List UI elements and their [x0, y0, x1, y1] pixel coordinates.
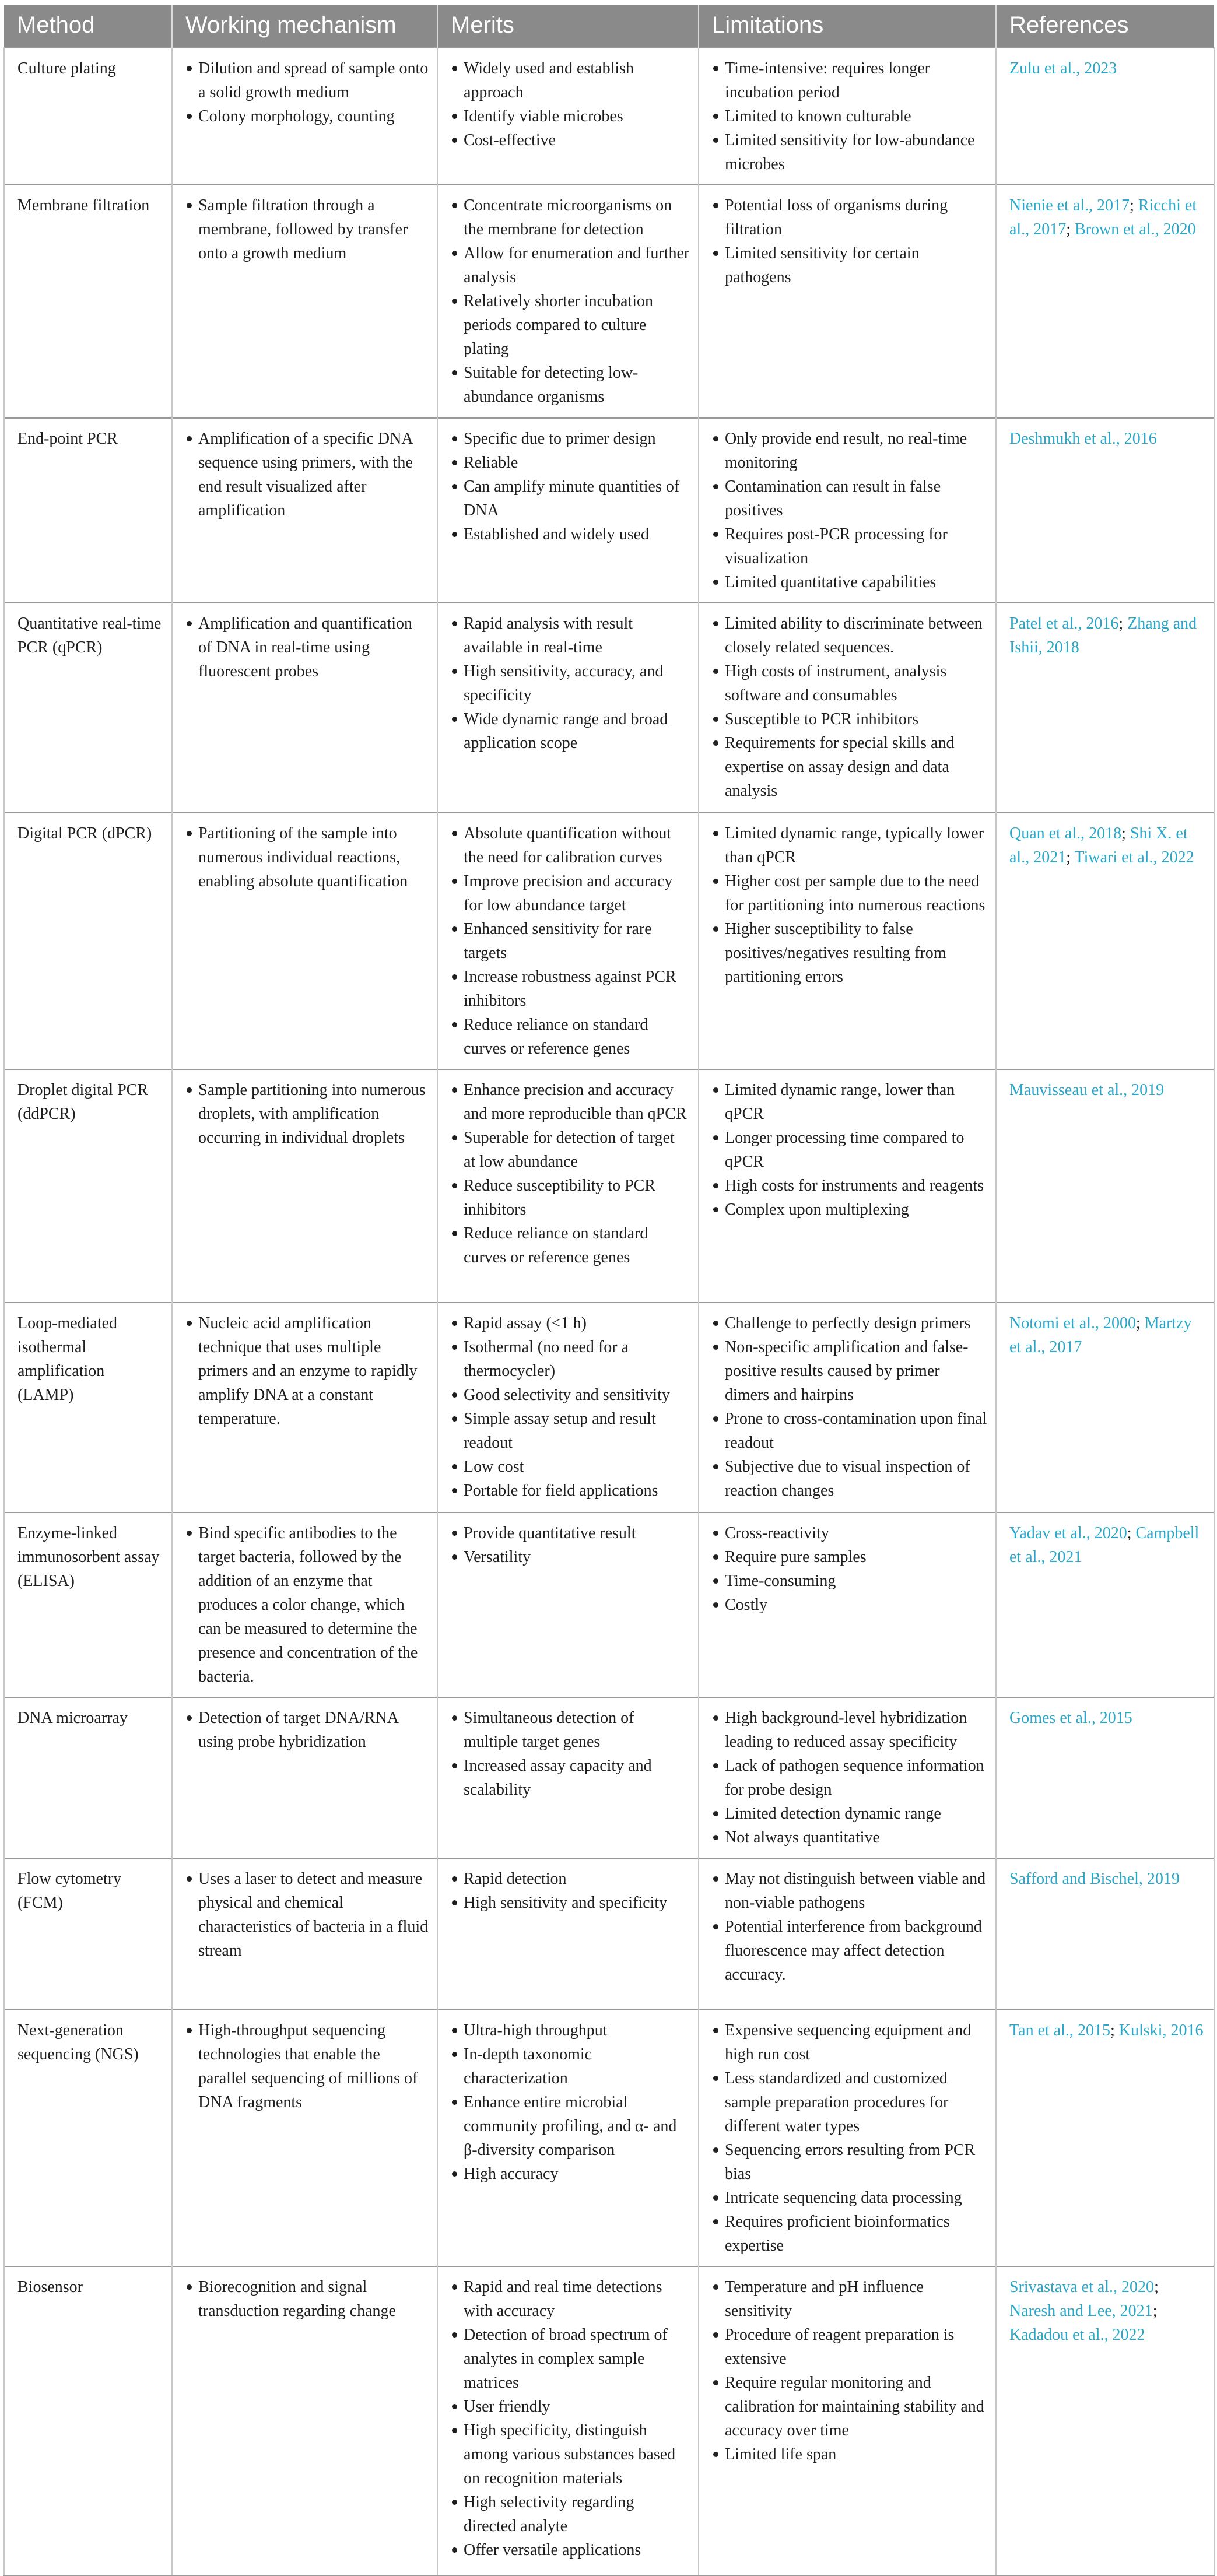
- limitation-item: Sequencing errors resulting from PCR bias: [712, 2138, 987, 2186]
- reference-link[interactable]: Safford and Bischel, 2019: [1009, 1870, 1180, 1888]
- mechanism-cell: [172, 185, 437, 418]
- merit-item: Established and widely used: [451, 522, 690, 546]
- reference-link[interactable]: Shi X. et al., 2021: [1009, 824, 1188, 866]
- mechanism-item: Biorecognition and signal transduction regarding change: [185, 2275, 429, 2323]
- mechanism-cell: [172, 1303, 437, 1512]
- merit-item: Enhanced sensitivity for rare targets: [451, 917, 690, 965]
- mechanism-cell: [172, 1858, 437, 2010]
- limitation-item: Limited dynamic range, typically lower than qPCR: [712, 822, 987, 869]
- limitation-item: May not distinguish between viable and non-viable pathogens: [712, 1867, 987, 1915]
- merit-item: Rapid assay (<1 h): [451, 1311, 690, 1335]
- merit-item: Identify viable microbes: [451, 104, 690, 128]
- merit-item: Can amplify minute quantities of DNA: [451, 475, 690, 522]
- limitation-item: Cross-reactivity: [712, 1521, 987, 1545]
- limitations-cell: [699, 603, 996, 813]
- method-cell: Membrane filtration: [4, 185, 172, 418]
- merit-item: Versatility: [451, 1545, 690, 1569]
- method-cell: Flow cytometry (FCM): [4, 1858, 172, 2010]
- merits-cell: [437, 813, 699, 1069]
- detection-methods-table: [3, 5, 1215, 2576]
- mechanism-cell: [172, 1069, 437, 1303]
- merit-item: High selectivity regarding directed analyte: [451, 2490, 690, 2538]
- merit-item: Absolute quantification without the need for calibration curves: [451, 822, 690, 869]
- header-row: [4, 5, 1214, 48]
- limitation-item: Lack of pathogen sequence information for probe design: [712, 1754, 987, 1802]
- mechanism-cell: [172, 2010, 437, 2266]
- mechanism-cell: [172, 1512, 437, 1697]
- merit-item: Reduce susceptibility to PCR inhibitors: [451, 1174, 690, 1222]
- limitations-cell: [699, 1069, 996, 1303]
- limitation-item: Requires proficient bioinformatics expertise: [712, 2210, 987, 2258]
- limitation-item: Subjective due to visual inspection of reaction changes: [712, 1455, 987, 1503]
- merit-item: Increase robustness against PCR inhibitors: [451, 965, 690, 1013]
- merit-item: Simple assay setup and result readout: [451, 1407, 690, 1455]
- references-cell: [996, 48, 1214, 185]
- table-row: [4, 1303, 1214, 1512]
- merit-item: High accuracy: [451, 2162, 690, 2186]
- limitation-item: Intricate sequencing data processing: [712, 2186, 987, 2210]
- limitations-cell: [699, 1512, 996, 1697]
- merit-item: Suitable for detecting low-abundance organisms: [451, 361, 690, 409]
- limitations-cell: [699, 1303, 996, 1512]
- reference-link[interactable]: Yadav et al., 2020: [1009, 1524, 1127, 1542]
- merit-item: Wide dynamic range and broad application scope: [451, 707, 690, 755]
- header-references: References: [996, 5, 1214, 48]
- merit-item: Good selectivity and sensitivity: [451, 1383, 690, 1407]
- table-header: [4, 5, 1214, 48]
- method-cell: Digital PCR (dPCR): [4, 813, 172, 1069]
- limitation-item: Requirements for special skills and expertise on assay design and data analysis: [712, 731, 987, 803]
- mechanism-cell: [172, 1697, 437, 1858]
- limitation-item: Potential interference from background fluorescence may affect detection accuracy.: [712, 1915, 987, 1987]
- merit-item: Specific due to primer design: [451, 427, 690, 451]
- table-row: [4, 185, 1214, 418]
- table-row: [4, 2266, 1214, 2575]
- header-merits: Merits: [437, 5, 699, 48]
- references-cell: [996, 1069, 1214, 1303]
- limitation-item: Only provide end result, no real-time monitoring: [712, 427, 987, 475]
- limitation-item: Susceptible to PCR inhibitors: [712, 707, 987, 731]
- limitation-item: Limited to known culturable: [712, 104, 987, 128]
- method-cell: Enzyme-linked immunosorbent assay (ELISA): [4, 1512, 172, 1697]
- merit-item: In-depth taxonomic characterization: [451, 2042, 690, 2090]
- reference-link[interactable]: Martzy et al., 2017: [1009, 1314, 1192, 1356]
- limitation-item: Temperature and pH influence sensitivity: [712, 2275, 987, 2323]
- header-method: Method: [4, 5, 172, 48]
- limitation-item: Limited sensitivity for certain pathogens: [712, 241, 987, 289]
- merit-item: User friendly: [451, 2395, 690, 2419]
- merit-item: Rapid analysis with result available in real-time: [451, 612, 690, 659]
- merit-item: Increased assay capacity and scalability: [451, 1754, 690, 1802]
- limitation-item: Requires post-PCR processing for visualization: [712, 522, 987, 570]
- mechanism-item: Bind specific antibodies to the target bacteria, followed by the addition of an enzyme that produces a color change, which can be measured to determine the presence and concentration of the bacteria.: [185, 1521, 429, 1689]
- merit-item: High sensitivity, accuracy, and specificity: [451, 659, 690, 707]
- references-cell: Nienie et al., 2017; Ricchi et al., 2017; Brown et al., 2020: [996, 185, 1214, 418]
- merit-item: Reduce reliance on standard curves or reference genes: [451, 1013, 690, 1061]
- reference-link[interactable]: Notomi et al., 2000: [1009, 1314, 1136, 1332]
- merit-item: High sensitivity and specificity: [451, 1891, 690, 1915]
- limitation-item: High background-level hybridization leading to reduced assay specificity: [712, 1706, 987, 1754]
- reference-link[interactable]: Gomes et al., 2015: [1009, 1709, 1132, 1727]
- limitation-item: Limited detection dynamic range: [712, 1802, 987, 1826]
- reference-link[interactable]: Nienie et al., 2017: [1009, 196, 1130, 215]
- references-cell: Quan et al., 2018; Shi X. et al., 2021; Tiwari et al., 2022: [996, 813, 1214, 1069]
- method-cell: End-point PCR: [4, 418, 172, 603]
- table-row: [4, 1069, 1214, 1303]
- mechanism-item: Sample partitioning into numerous droplets, with amplification occurring in individual droplets: [185, 1078, 429, 1150]
- reference-link[interactable]: Patel et al., 2016: [1009, 615, 1119, 633]
- reference-link[interactable]: Ricchi et al., 2017: [1009, 196, 1197, 238]
- limitations-cell: [699, 185, 996, 418]
- method-cell: Next-generation sequencing (NGS): [4, 2010, 172, 2266]
- references-cell: [996, 1697, 1214, 1858]
- mechanism-cell: [172, 813, 437, 1069]
- references-cell: Notomi et al., 2000; Martzy et al., 2017: [996, 1303, 1214, 1512]
- limitation-item: Higher susceptibility to false positives/negatives resulting from partitioning errors: [712, 917, 987, 989]
- limitation-item: Procedure of reagent preparation is extensive: [712, 2323, 987, 2371]
- merit-item: Simultaneous detection of multiple target genes: [451, 1706, 690, 1754]
- limitation-item: Require pure samples: [712, 1545, 987, 1569]
- method-cell: DNA microarray: [4, 1697, 172, 1858]
- merit-item: Reliable: [451, 451, 690, 475]
- merit-item: Reduce reliance on standard curves or reference genes: [451, 1222, 690, 1269]
- merits-cell: [437, 603, 699, 813]
- limitation-item: Less standardized and customized sample preparation procedures for different water types: [712, 2066, 987, 2138]
- limitation-item: Challenge to perfectly design primers: [712, 1311, 987, 1335]
- mechanism-item: Uses a laser to detect and measure physical and chemical characteristics of bacteria in a fluid stream: [185, 1867, 429, 1963]
- mechanism-item: Colony morphology, counting: [185, 104, 429, 128]
- limitation-item: Time-intensive: requires longer incubation period: [712, 57, 987, 104]
- method-cell: Loop-mediated isothermal amplification (LAMP): [4, 1303, 172, 1512]
- mechanism-cell: [172, 418, 437, 603]
- method-cell: Culture plating: [4, 48, 172, 185]
- limitation-item: Prone to cross-contamination upon final readout: [712, 1407, 987, 1455]
- limitations-cell: [699, 1858, 996, 2010]
- merit-item: Improve precision and accuracy for low abundance target: [451, 869, 690, 917]
- table-row: [4, 603, 1214, 813]
- merit-item: Concentrate microorganisms on the membrane for detection: [451, 194, 690, 241]
- header-limitations: Limitations: [699, 5, 996, 48]
- merits-cell: [437, 2010, 699, 2266]
- merit-item: Isothermal (no need for a thermocycler): [451, 1335, 690, 1383]
- reference-link[interactable]: Quan et al., 2018: [1009, 824, 1122, 843]
- mechanism-cell: [172, 603, 437, 813]
- merit-item: Superable for detection of target at low abundance: [451, 1126, 690, 1174]
- merits-cell: [437, 2266, 699, 2575]
- merit-item: Ultra-high throughput: [451, 2019, 690, 2042]
- limitation-item: Not always quantitative: [712, 1826, 987, 1849]
- reference-link[interactable]: Campbell et al., 2021: [1009, 1524, 1200, 1566]
- merit-item: Provide quantitative result: [451, 1521, 690, 1545]
- limitations-cell: [699, 1697, 996, 1858]
- limitations-cell: [699, 418, 996, 603]
- merit-item: Low cost: [451, 1455, 690, 1479]
- reference-link[interactable]: Tan et al., 2015: [1009, 2022, 1110, 2040]
- table-row: [4, 813, 1214, 1069]
- limitation-item: Expensive sequencing equipment and high run cost: [712, 2019, 987, 2066]
- limitations-cell: [699, 48, 996, 185]
- method-cell: Quantitative real-time PCR (qPCR): [4, 603, 172, 813]
- merit-item: Rapid detection: [451, 1867, 690, 1891]
- table-row: [4, 48, 1214, 185]
- references-cell: [996, 1858, 1214, 2010]
- limitation-item: Complex upon multiplexing: [712, 1198, 987, 1222]
- limitation-item: Longer processing time compared to qPCR: [712, 1126, 987, 1174]
- mechanism-item: Dilution and spread of sample onto a solid growth medium: [185, 57, 429, 104]
- reference-link[interactable]: Tiwari et al., 2022: [1074, 848, 1194, 866]
- merit-item: Detection of broad spectrum of analytes in complex sample matrices: [451, 2323, 690, 2395]
- reference-link[interactable]: Zulu et al., 2023: [1009, 59, 1117, 78]
- limitation-item: Limited dynamic range, lower than qPCR: [712, 1078, 987, 1126]
- merits-cell: [437, 1512, 699, 1697]
- limitation-item: Costly: [712, 1593, 987, 1617]
- merits-cell: [437, 418, 699, 603]
- merits-cell: [437, 1697, 699, 1858]
- limitations-cell: [699, 2266, 996, 2575]
- limitation-item: Limited ability to discriminate between closely related sequences.: [712, 612, 987, 659]
- limitation-item: Time-consuming: [712, 1569, 987, 1593]
- mechanism-cell: [172, 2266, 437, 2575]
- header-working-mechanism: Working mechanism: [172, 5, 437, 48]
- merits-cell: [437, 1069, 699, 1303]
- mechanism-item: Nucleic acid amplification technique that uses multiple primers and an enzyme to rapidly amplify DNA at a constant temperature.: [185, 1311, 429, 1431]
- references-cell: [996, 418, 1214, 603]
- limitation-item: Higher cost per sample due to the need for partitioning into numerous reactions: [712, 869, 987, 917]
- references-cell: Srivastava et al., 2020; Naresh and Lee, 2021; Kadadou et al., 2022: [996, 2266, 1214, 2575]
- limitation-item: Limited life span: [712, 2442, 987, 2466]
- merit-item: Relatively shorter incubation periods compared to culture plating: [451, 289, 690, 361]
- mechanism-item: Partitioning of the sample into numerous individual reactions, enabling absolute quantification: [185, 822, 429, 893]
- reference-link[interactable]: Kulski, 2016: [1118, 2022, 1204, 2040]
- mechanism-item: Detection of target DNA/RNA using probe hybridization: [185, 1706, 429, 1754]
- table-row: [4, 1858, 1214, 2010]
- limitation-item: Contamination can result in false positives: [712, 475, 987, 522]
- limitation-item: Potential loss of organisms during filtration: [712, 194, 987, 241]
- limitations-cell: [699, 813, 996, 1069]
- table-row: [4, 2010, 1214, 2266]
- references-cell: Tan et al., 2015; Kulski, 2016: [996, 2010, 1214, 2266]
- mechanism-item: Amplification and quantification of DNA in real-time using fluorescent probes: [185, 612, 429, 683]
- references-cell: Yadav et al., 2020; Campbell et al., 2021: [996, 1512, 1214, 1697]
- table-row: [4, 1512, 1214, 1697]
- merit-item: Portable for field applications: [451, 1479, 690, 1503]
- merits-cell: [437, 1303, 699, 1512]
- reference-link[interactable]: Kadadou et al., 2022: [1009, 2326, 1145, 2344]
- limitation-item: Limited quantitative capabilities: [712, 570, 987, 594]
- table-row: [4, 418, 1214, 603]
- merit-item: Offer versatile applications: [451, 2538, 690, 2562]
- method-cell: Biosensor: [4, 2266, 172, 2575]
- limitation-item: Limited sensitivity for low-abundance microbes: [712, 128, 987, 176]
- reference-link[interactable]: Srivastava et al., 2020: [1009, 2278, 1155, 2296]
- table-row: [4, 1697, 1214, 1858]
- reference-link[interactable]: Naresh and Lee, 2021: [1009, 2302, 1153, 2320]
- merits-cell: [437, 1858, 699, 2010]
- merit-item: Cost-effective: [451, 128, 690, 152]
- merit-item: Enhance precision and accuracy and more reproducible than qPCR: [451, 1078, 690, 1126]
- merits-cell: [437, 48, 699, 185]
- merits-cell: [437, 185, 699, 418]
- reference-link[interactable]: Brown et al., 2020: [1075, 220, 1196, 238]
- limitations-cell: [699, 2010, 996, 2266]
- merit-item: Allow for enumeration and further analysis: [451, 241, 690, 289]
- limitation-item: Require regular monitoring and calibration for maintaining stability and accuracy over time: [712, 2371, 987, 2442]
- merit-item: Rapid and real time detections with accuracy: [451, 2275, 690, 2323]
- table-body: [4, 48, 1214, 2575]
- limitation-item: High costs of instrument, analysis software and consumables: [712, 659, 987, 707]
- merit-item: Widely used and establish approach: [451, 57, 690, 104]
- reference-link[interactable]: Mauvisseau et al., 2019: [1009, 1081, 1165, 1099]
- mechanism-cell: [172, 48, 437, 185]
- merit-item: High specificity, distinguish among various substances based on recognition materials: [451, 2419, 690, 2490]
- limitation-item: High costs for instruments and reagents: [712, 1174, 987, 1198]
- merit-item: Enhance entire microbial community profiling, and α- and β-diversity comparison: [451, 2090, 690, 2162]
- references-cell: Patel et al., 2016; Zhang and Ishii, 2018: [996, 603, 1214, 813]
- limitation-item: Non-specific amplification and false-positive results caused by primer dimers and hairpins: [712, 1335, 987, 1407]
- mechanism-item: Amplification of a specific DNA sequence using primers, with the end result visualized after amplification: [185, 427, 429, 522]
- reference-link[interactable]: Zhang and Ishii, 2018: [1009, 615, 1197, 657]
- reference-link[interactable]: Deshmukh et al., 2016: [1009, 430, 1157, 448]
- mechanism-item: High-throughput sequencing technologies that enable the parallel sequencing of millions of DNA fragments: [185, 2019, 429, 2114]
- method-cell: Droplet digital PCR (ddPCR): [4, 1069, 172, 1303]
- mechanism-item: Sample filtration through a membrane, followed by transfer onto a growth medium: [185, 194, 429, 265]
